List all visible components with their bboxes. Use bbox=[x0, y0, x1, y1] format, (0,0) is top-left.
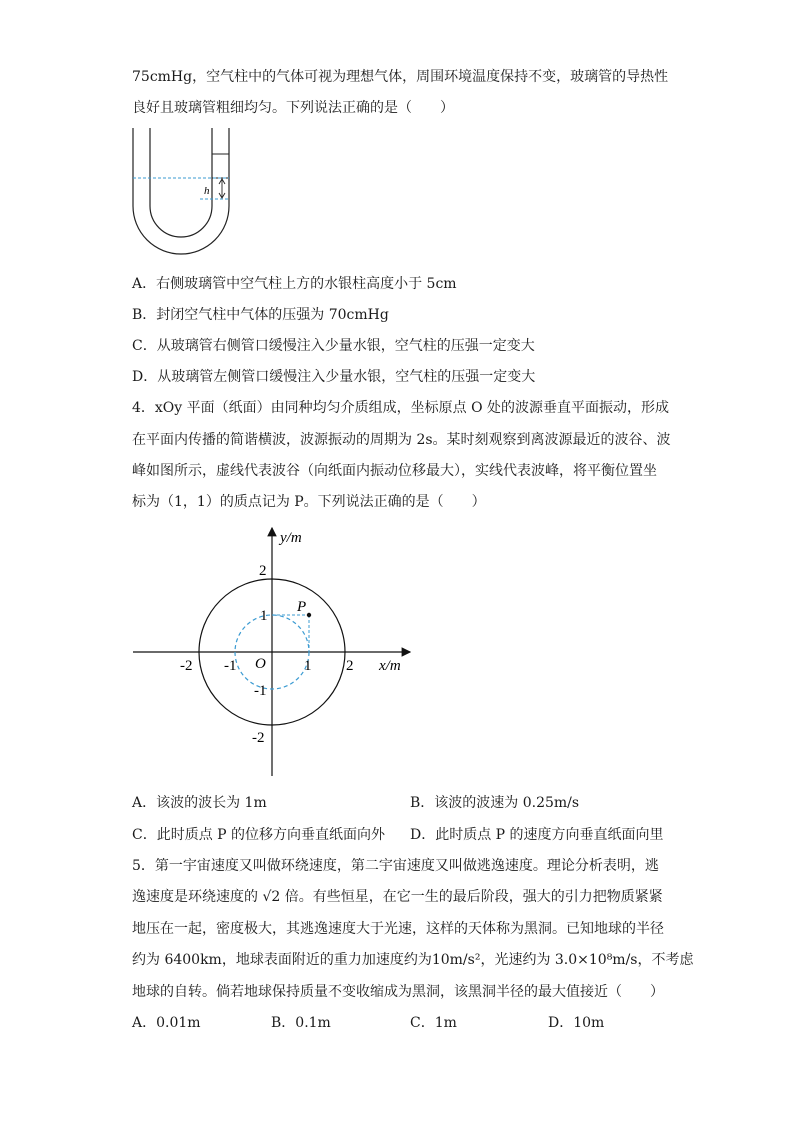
q4-option-d: D．此时质点 P 的速度方向垂直纸面向里 bbox=[410, 827, 664, 843]
tick-y-1: 1 bbox=[260, 608, 268, 624]
q3-option-a: A．右侧玻璃管中空气柱上方的水银柱高度小于 5cm bbox=[132, 276, 457, 292]
tick-x-1: 1 bbox=[304, 658, 312, 674]
q4-stem-line-1: 4．xOy 平面（纸面）由同种均匀介质组成，坐标原点 O 处的波源垂直平面振动，形成 bbox=[132, 400, 670, 416]
tick-y-neg1: -1 bbox=[254, 683, 267, 699]
q4-option-b: B．该波的波速为 0.25m/s bbox=[410, 795, 580, 811]
q5-option-d: D．10m bbox=[548, 1015, 605, 1031]
q4-option-c: C．此时质点 P 的位移方向垂直纸面向外 bbox=[132, 827, 386, 843]
q4-stem-line-4: 标为（1，1）的质点记为 P。下列说法正确的是（ ） bbox=[132, 494, 486, 510]
tick-x-2: 2 bbox=[346, 658, 354, 674]
q5-option-b: B．0.1m bbox=[271, 1015, 331, 1031]
tick-y-2: 2 bbox=[259, 563, 267, 579]
q5-stem-line-3: 地压在一起，密度极大，其逃逸速度大于光速，这样的天体称为黑洞。已知地球的半径 bbox=[132, 921, 664, 937]
y-axis-label: y/m bbox=[280, 530, 302, 546]
point-p-label: P bbox=[297, 599, 307, 615]
tick-x-neg2: -2 bbox=[180, 658, 193, 674]
q5-stem-line-1: 5．第一宇宙速度又叫做环绕速度，第二宇宙速度又叫做逃逸速度。理论分析表明，逃 bbox=[132, 858, 659, 874]
tick-x-neg1: -1 bbox=[224, 658, 237, 674]
x-axis-label: x/m bbox=[379, 658, 401, 674]
q5-option-c: C．1m bbox=[410, 1015, 457, 1031]
origin-label: O bbox=[255, 656, 266, 672]
q3-option-c: C．从玻璃管右侧管口缓慢注入少量水银，空气柱的压强一定变大 bbox=[132, 338, 535, 354]
wave-circle-figure bbox=[128, 520, 418, 782]
q3-stem-line-2: 良好且玻璃管粗细均匀。下列说法正确的是（ ） bbox=[132, 100, 454, 116]
q4-stem-line-2: 在平面内传播的简谐横波，波源振动的周期为 2s。某时刻观察到离波源最近的波谷、波 bbox=[132, 432, 671, 448]
q3-option-b: B．封闭空气柱中气体的压强为 70cmHg bbox=[132, 307, 389, 323]
q4-stem-line-3: 峰如图所示，虚线代表波谷（向纸面内振动位移最大），实线代表波峰，将平衡位置坐 bbox=[132, 463, 657, 479]
q5-stem-line-4: 约为 6400km，地球表面附近的重力加速度约为10m/s²，光速约为 3.0×10⁸m/s，不考虑 bbox=[132, 952, 694, 968]
q4-option-a: A．该波的波长为 1m bbox=[132, 795, 267, 811]
q3-stem-line-1: 75cmHg，空气柱中的气体可视为理想气体，周围环境温度保持不变，玻璃管的导热性 bbox=[132, 69, 669, 85]
q5-option-a: A．0.01m bbox=[132, 1015, 201, 1031]
q3-option-d: D．从玻璃管左侧管口缓慢注入少量水银，空气柱的压强一定变大 bbox=[132, 369, 536, 385]
q5-stem-line-2: 逸速度是环绕速度的 √2 倍。有些恒星，在它一生的最后阶段，强大的引力把物质紧紧 bbox=[132, 889, 663, 905]
point-p bbox=[307, 613, 311, 617]
tick-y-neg2: -2 bbox=[252, 730, 265, 746]
h-label: h bbox=[204, 185, 210, 197]
q5-stem-line-5: 地球的自转。倘若地球保持质量不变收缩成为黑洞，该黑洞半径的最大值接近（ ） bbox=[132, 984, 664, 1000]
u-tube-figure bbox=[128, 128, 238, 260]
